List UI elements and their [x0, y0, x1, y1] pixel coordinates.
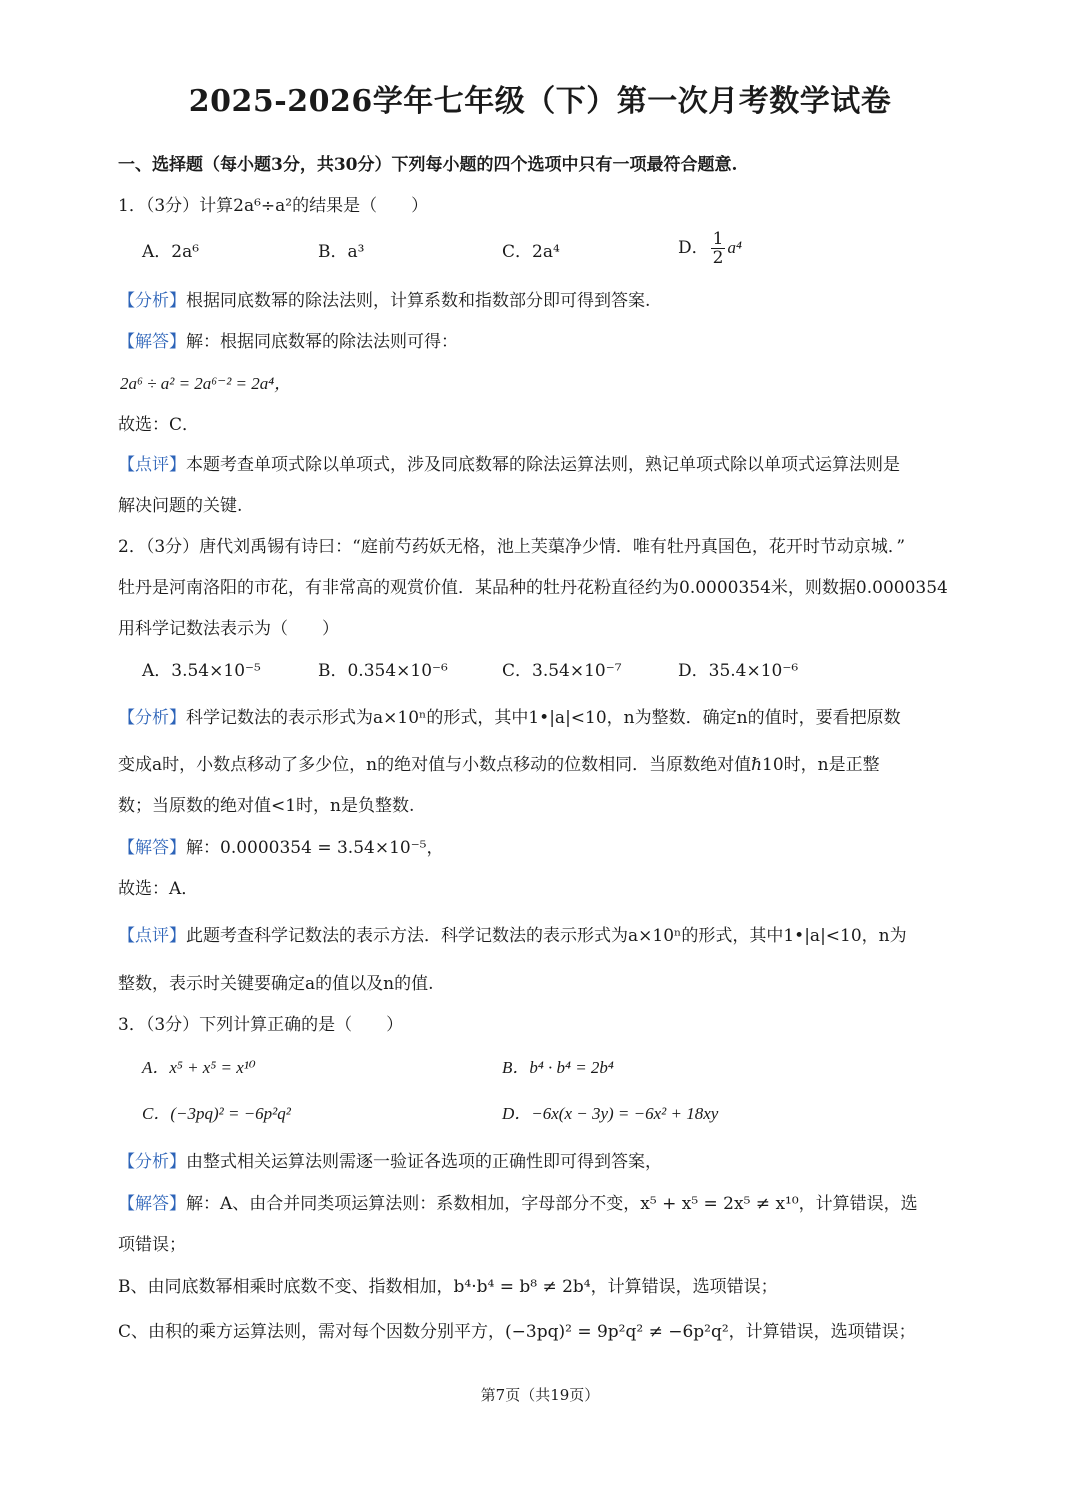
q2-answer: [118, 836, 968, 860]
answer-tag: 【解答】: [118, 838, 186, 858]
analysis-tag: 【分析】: [118, 1152, 186, 1172]
q1-option-d-label: D．: [678, 238, 709, 258]
answer-tag: 【解答】: [118, 1194, 186, 1214]
q2-stem-1: 2．（3分）唐代刘禹锡有诗曰：“庭前芍药妖无格，池上芙蕖净少情．唯有牡丹真国色，花开时节动京城．”: [118, 537, 906, 557]
q2-comment-text: 此题考查科学记数法的表示方法．科学记数法的表示形式为a×10ⁿ的形式，其中1•|a|<10，n为: [186, 926, 907, 946]
q1-answer-text: 解：根据同底数幂的除法法则可得：: [186, 332, 458, 352]
q1-comment: [118, 453, 968, 477]
q3-answer-cont-2: B、由同底数幂相乘时底数不变、指数相加，b⁴·b⁴ = b⁸ ≠ 2b⁴，计算错误，选项错误；: [118, 1277, 778, 1297]
page-title: 2025-2026学年七年级（下）第一次月考数学试卷: [188, 84, 892, 119]
q2-comment-cont: 整数，表示时关键要确定a的值以及n的值.: [118, 974, 434, 994]
q1-option-d-fraction: [711, 230, 726, 267]
q1-choice: 故选：C．: [118, 415, 200, 435]
q2-answer-text: 解：0.0000354 = 3.54×10⁻⁵，: [186, 838, 444, 858]
analysis-tag: 【分析】: [118, 708, 186, 728]
q1-analysis: [118, 289, 968, 313]
q1-answer: [118, 330, 968, 354]
section-heading: 一、选择题（每小题3分，共30分）下列每小题的四个选项中只有一项最符合题意.: [118, 155, 738, 175]
q1-option-c: C．2a⁴: [502, 242, 560, 262]
q2-option-d: D．35.4×10⁻⁶: [678, 661, 799, 681]
page-footer: 第7页（共19页）: [480, 1386, 600, 1404]
q3-answer-cont-3: C、由积的乘方运算法则，需对每个因数分别平方，(−3pq)² = 9p²q² ≠ −6p²q²，计算错误，选项错误；: [118, 1322, 916, 1342]
q1-stem: 1．（3分）计算2a⁶÷a²的结果是（ ）: [118, 196, 429, 216]
analysis-tag: 【分析】: [118, 291, 186, 311]
q1-formula: 2a⁶ ÷ a² = 2a⁶⁻² = 2a⁴，: [120, 374, 292, 393]
comment-tag: 【点评】: [118, 926, 186, 946]
q2-option-a: A．3.54×10⁻⁵: [142, 661, 261, 681]
q3-option-d: D．−6x(x − 3y) = −6x² + 18xy: [502, 1104, 719, 1123]
q2-option-c: C．3.54×10⁻⁷: [502, 661, 622, 681]
q1-option-d: [678, 230, 742, 267]
q3-option-a: A．x⁵ + x⁵ = x¹⁰: [142, 1058, 256, 1077]
q3-option-c: C．(−3pq)² = −6p²q²: [142, 1104, 291, 1123]
q3-analysis-text: 由整式相关运算法则需逐一验证各选项的正确性即可得到答案，: [186, 1152, 662, 1172]
q2-analysis-cont-2: 数；当原数的绝对值<1时，n是负整数.: [118, 796, 415, 816]
q1-analysis-text: 根据同底数幂的除法法则，计算系数和指数部分即可得到答案.: [186, 291, 651, 311]
q1-comment-cont: 解决问题的关键.: [118, 496, 243, 516]
q3-answer-text: 解：A、由合并同类项运算法则：系数相加，字母部分不变，x⁵ + x⁵ = 2x⁵ ≠ x¹⁰，计算错误，选: [186, 1194, 918, 1214]
q2-comment: [118, 924, 968, 948]
q2-choice: 故选：A．: [118, 879, 199, 899]
q1-option-a: A．2a⁶: [142, 242, 200, 262]
q3-answer-cont-1: 项错误；: [118, 1235, 186, 1255]
q1-comment-text: 本题考查单项式除以单项式，涉及同底数幂的除法运算法则，熟记单项式除以单项式运算法则是: [186, 455, 900, 475]
q3-analysis: [118, 1150, 968, 1174]
q3-stem: 3．（3分）下列计算正确的是（ ）: [118, 1015, 404, 1035]
q2-stem-3: 用科学记数法表示为（ ）: [118, 619, 339, 639]
q2-analysis-cont-1: 变成a时，小数点移动了多少位，n的绝对值与小数点移动的位数相同．当原数绝对值ℏ10时，n是正整: [118, 755, 880, 775]
q1-option-b: B．a³: [318, 242, 365, 262]
q2-option-b: B．0.354×10⁻⁶: [318, 661, 448, 681]
q2-stem-2: 牡丹是河南洛阳的市花，有非常高的观赏价值．某品种的牡丹花粉直径约为0.0000354米，则数据0.0000354: [118, 578, 948, 598]
q2-analysis-text: 科学记数法的表示形式为a×10ⁿ的形式，其中1•|a|<10，n为整数．确定n的值时，要看把原数: [186, 708, 901, 728]
comment-tag: 【点评】: [118, 455, 186, 475]
q1-option-d-numerator: 1: [712, 229, 724, 249]
answer-tag: 【解答】: [118, 332, 186, 352]
q3-option-b: B．b⁴ · b⁴ = 2b⁴: [502, 1058, 614, 1077]
q1-option-d-denominator: 2: [712, 248, 724, 268]
q1-option-d-term: a⁴: [727, 238, 742, 257]
q3-answer: [118, 1192, 968, 1216]
q2-analysis: [118, 706, 968, 730]
